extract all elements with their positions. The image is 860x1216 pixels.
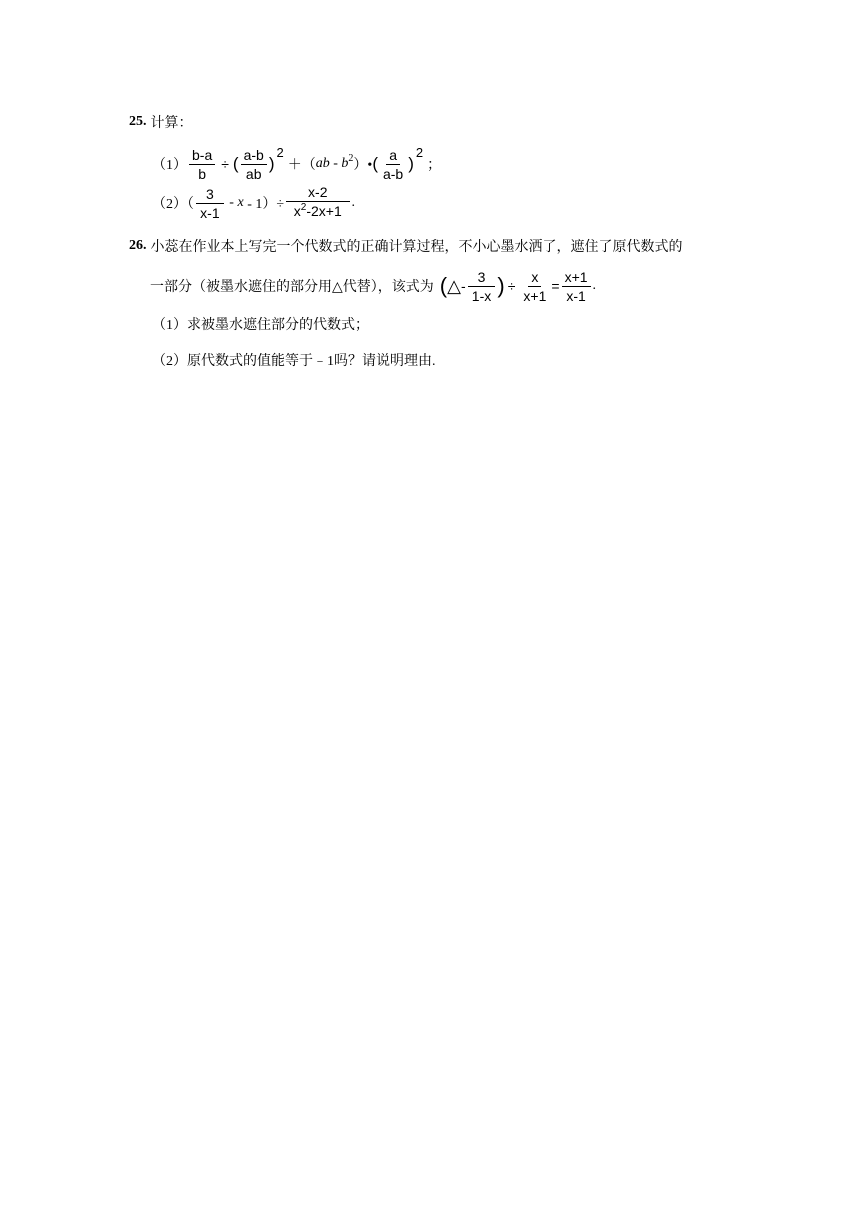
var-b: b	[341, 156, 349, 171]
q25-part1	[152, 144, 441, 184]
q25-part1-fraction-1	[189, 147, 215, 182]
exponent: 2	[276, 144, 284, 160]
fraction-denominator: b	[198, 165, 207, 182]
fraction-numerator: x+1	[562, 269, 591, 287]
right-paren: )	[408, 154, 414, 173]
minus-sign: -	[329, 156, 342, 171]
fraction-numerator: 3	[196, 186, 224, 204]
semicolon: ；	[427, 158, 442, 173]
minus-sign: -	[225, 195, 238, 210]
fraction-denominator: ab	[245, 165, 262, 182]
q26-part2-text: （2）原代数式的值能等于﹣1吗？请说明理由.	[152, 354, 436, 369]
left-paren: (	[439, 273, 448, 298]
period: .	[351, 195, 355, 210]
close-dot: ）•	[353, 158, 373, 173]
divide-sign: ÷	[221, 156, 229, 172]
q25-part1-fraction-2	[241, 147, 267, 182]
q26-part2	[152, 350, 436, 370]
den-x: x	[293, 203, 301, 219]
q26-part1	[152, 314, 369, 334]
q26-fraction-1	[468, 269, 496, 304]
fraction-numerator: 3	[468, 269, 496, 287]
divide-sign: ÷	[507, 278, 516, 294]
fraction-denominator: a-b	[382, 165, 404, 182]
exponent: 2	[415, 144, 424, 160]
exponent: 2	[348, 152, 354, 164]
q26-part1-text: （1）求被墨水遮住部分的代数式；	[152, 318, 369, 333]
q26-text-line1: 小蕊在作业本上写完一个代数式的正确计算过程，不小心墨水洒了，遮住了原代数式的	[150, 240, 683, 255]
q25-part1-fraction-3	[380, 147, 406, 182]
q26-text-line2: 一部分（被墨水遮住的部分用△代替），该式为	[150, 280, 434, 295]
right-paren: )	[268, 154, 275, 173]
den-rest: -2x+1	[306, 203, 342, 219]
fraction-numerator: b-a	[189, 147, 215, 165]
var-x: x	[237, 195, 244, 210]
var-ab: ab	[315, 156, 330, 171]
q26-line2	[150, 266, 596, 306]
minus-one-divide: - 1）÷	[243, 197, 285, 212]
q25-label: 计算：	[150, 116, 193, 131]
fraction-denominator: 1-x	[471, 287, 492, 304]
q25-part1-label: （1）	[152, 158, 187, 173]
q25-part2-label: （2）（	[152, 197, 194, 212]
equals-sign: =	[551, 278, 560, 294]
plus-open: ＋（	[287, 158, 316, 173]
q25-part2	[152, 182, 355, 224]
period: .	[592, 278, 597, 293]
q25-part2-fraction-2	[286, 184, 349, 222]
q25-number: 25.	[129, 114, 147, 129]
q26-fraction-2	[520, 269, 549, 304]
triangle-placeholder: △	[447, 275, 461, 296]
q26-number: 26.	[129, 238, 147, 253]
q26-heading	[129, 236, 683, 256]
fraction-denominator: x-1	[200, 204, 220, 221]
fraction-denominator: x-1	[566, 287, 586, 304]
fraction-numerator: x	[528, 269, 541, 287]
right-paren: )	[497, 273, 505, 298]
fraction-numerator: a	[386, 147, 400, 165]
q25-part2-fraction-1	[196, 186, 224, 221]
fraction-denominator	[291, 202, 345, 222]
left-paren: (	[232, 154, 239, 173]
fraction-denominator: x+1	[523, 287, 547, 304]
exponent: 2	[300, 202, 307, 213]
fraction-numerator: x-2	[286, 184, 349, 202]
minus-sign: -	[460, 278, 466, 294]
q26-fraction-3	[562, 269, 591, 304]
fraction-numerator: a-b	[241, 147, 267, 165]
left-paren: (	[372, 154, 378, 173]
q25-heading	[129, 112, 193, 132]
